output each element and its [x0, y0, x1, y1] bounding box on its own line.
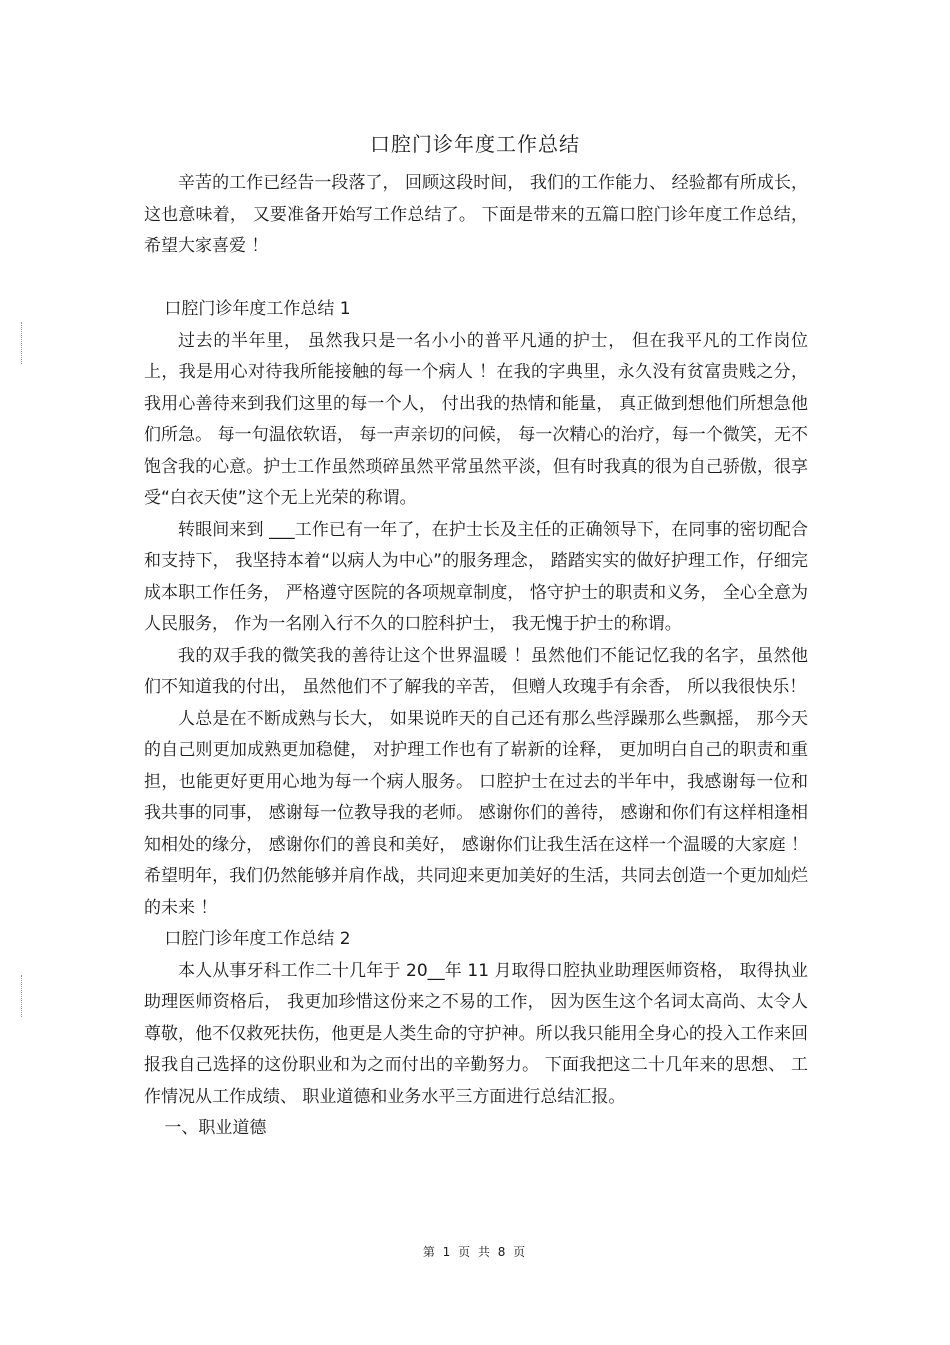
section-1-paragraph-3: 我的双手我的微笑我的善待让这个世界温暖 ！虽然他们不能记忆我的名字，虽然他们不知道我的付出， 虽然他们不了解我的辛苦， 但赠人玫瑰手有余香， 所以我很快乐！ — [144, 645, 808, 697]
page-footer: 第 1 页 共 8 页 — [422, 1245, 528, 1259]
margin-mark-top — [21, 322, 22, 364]
section-1-paragraph-2: 转眼间来到 ___工作已有一年了，在护士长及主任的正确领导下，在同事的密切配合和支持下， 我坚持本着“以病人为中心”的服务理念， 踏踏实实的做好护理工作，仔细完成本职工作任务， 严格遵守医院的各项规章制度， 恪守护士的职责和义务， 全心全意为人民服务， 作为一名刚入行不久的口腔科护士， 我无愧于护士的称谓。 — [144, 519, 808, 634]
intro-paragraph: 辛苦的工作已经告一段落了， 回顾这段时间， 我们的工作能力、 经验都有所成长，这也意味着， 又要准备开始写工作总结了。 下面是带来的五篇口腔门诊年度工作总结，希望大家喜爱 ！ — [144, 173, 808, 256]
margin-mark-bottom — [21, 975, 22, 1017]
document-title: 口腔门诊年度工作总结 — [370, 132, 580, 156]
section-1-paragraph-4: 人总是在不断成熟与长大， 如果说昨天的自己还有那么些浮躁那么些飘摇， 那今天的自己则更加成熟更加稳健， 对护理工作也有了崭新的诠释， 更加明白自己的职责和重担，也能更好更用心地为每一个病人服务。 口腔护士在过去的半年中，我感谢每一位和我共事的同事， 感谢每一位教导我的老师。 感谢你们的善待， 感谢和你们有这样相逢相知相处的缘分， 感谢你们的善良和美好， 感谢你们让我生活在这样一个温暖的大家庭 ！希望明年，我们仍然能够并肩作战，共同迎来更加美好的生活，共同去创造一个更加灿烂的未来 ！ — [144, 708, 808, 918]
section-1-heading: 口腔门诊年度工作总结 1 — [164, 299, 351, 319]
section-2-subheading: 一、职业道德 — [164, 1118, 267, 1138]
spacer — [144, 263, 808, 295]
document-body — [144, 168, 808, 1145]
section-2-paragraph-1: 本人从事牙科工作二十几年于 20__年 11 月取得口腔执业助理医师资格， 取得执业助理医师资格后， 我更加珍惜这份来之不易的工作， 因为医生这个名词太高尚、太令人尊敬，他不仅救死扶伤，他更是人类生命的守护神。所以我只能用全身心的投入工作来回报我自己选择的这份职业和为之而付出的辛勤努力。 下面我把这二十几年来的思想、 工作情况从工作成绩、 职业道德和业务水平三方面进行总结汇报。 — [144, 960, 808, 1107]
section-1-paragraph-1: 过去的半年里， 虽然我只是一名小小的普平凡通的护士， 但在我平凡的工作岗位上，我是用心对待我所能接触的每一个病人 ！在我的字典里，永久没有贫富贵贱之分，我用心善待来到我们这里的每一个人， 付出我的热情和能量， 真正做到想他们所想急他们所急。 每一句温依软语， 每一声亲切的问候， 每一次精心的治疗，每一个微笑，无不饱含我的心意。护士工作虽然琐碎虽然平常虽然平淡，但有时我真的很为自己骄傲，很享受“白衣天使”这个无上光荣的称谓。 — [144, 330, 808, 508]
section-2-heading: 口腔门诊年度工作总结 2 — [164, 929, 351, 949]
